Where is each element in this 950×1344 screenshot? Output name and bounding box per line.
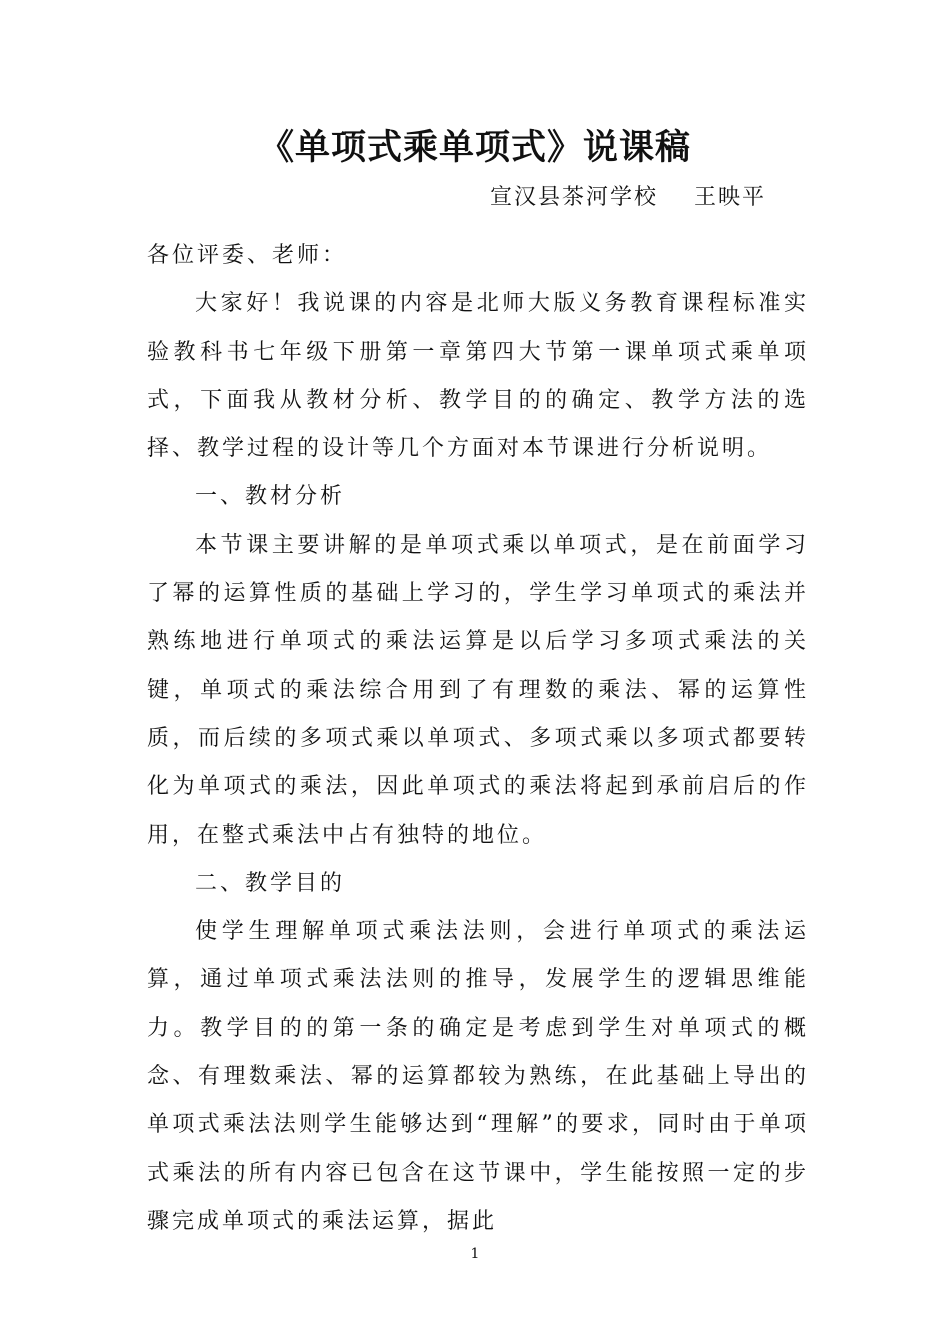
greeting: 各位评委、老师： [147, 243, 348, 268]
paragraph-textbook-analysis: 本节课主要讲解的是单项式乘以单项式，是在前面学习了幂的运算性质的基础上学习的，学生学习单项式的乘法并熟练地进行单项式的乘法运算是以后学习多项式乘法的关键，单项式的乘法综合用到了有理数的乘法、幂的运算性质，而后续的多项式乘以单项式、多项式乘以多项式都要转化为单项式的乘法，因此单项式的乘法将起到承前启后的作用，在整式乘法中占有独特的地位。 [147, 532, 809, 848]
section-heading-teaching-objectives: 二、教学目的 [195, 870, 346, 896]
document-title: 《单项式乘单项式》说课稿 [258, 127, 691, 168]
document-body [147, 232, 809, 1246]
paragraph-teaching-objectives: 使学生理解单项式乘法法则，会进行单项式的乘法运算，通过单项式乘法法则的推导，发展学生的逻辑思维能力。教学目的的第一条的确定是考虑到学生对单项式的概念、有理数乘法、幂的运算都较为熟练，在此基础上导出的单项式乘法法则学生能够达到“理解”的要求，同时由于单项式乘法的所有内容已包含在这节课中，学生能按照一定的步骤完成单项式的乘法运算，据此 [147, 919, 809, 1234]
section-heading-textbook-analysis: 一、教材分析 [195, 484, 346, 510]
author-line: 宣汉县茶河学校 王映平 [490, 185, 766, 210]
page-number: 1 [470, 1246, 480, 1262]
paragraph-intro: 大家好！我说课的内容是北师大版义务教育课程标准实验教科书七年级下册第一章第四大节第一课单项式乘单项式，下面我从教材分析、教学目的的确定、教学方法的选择、教学过程的设计等几个方面对本节课进行分析说明。 [147, 291, 809, 462]
